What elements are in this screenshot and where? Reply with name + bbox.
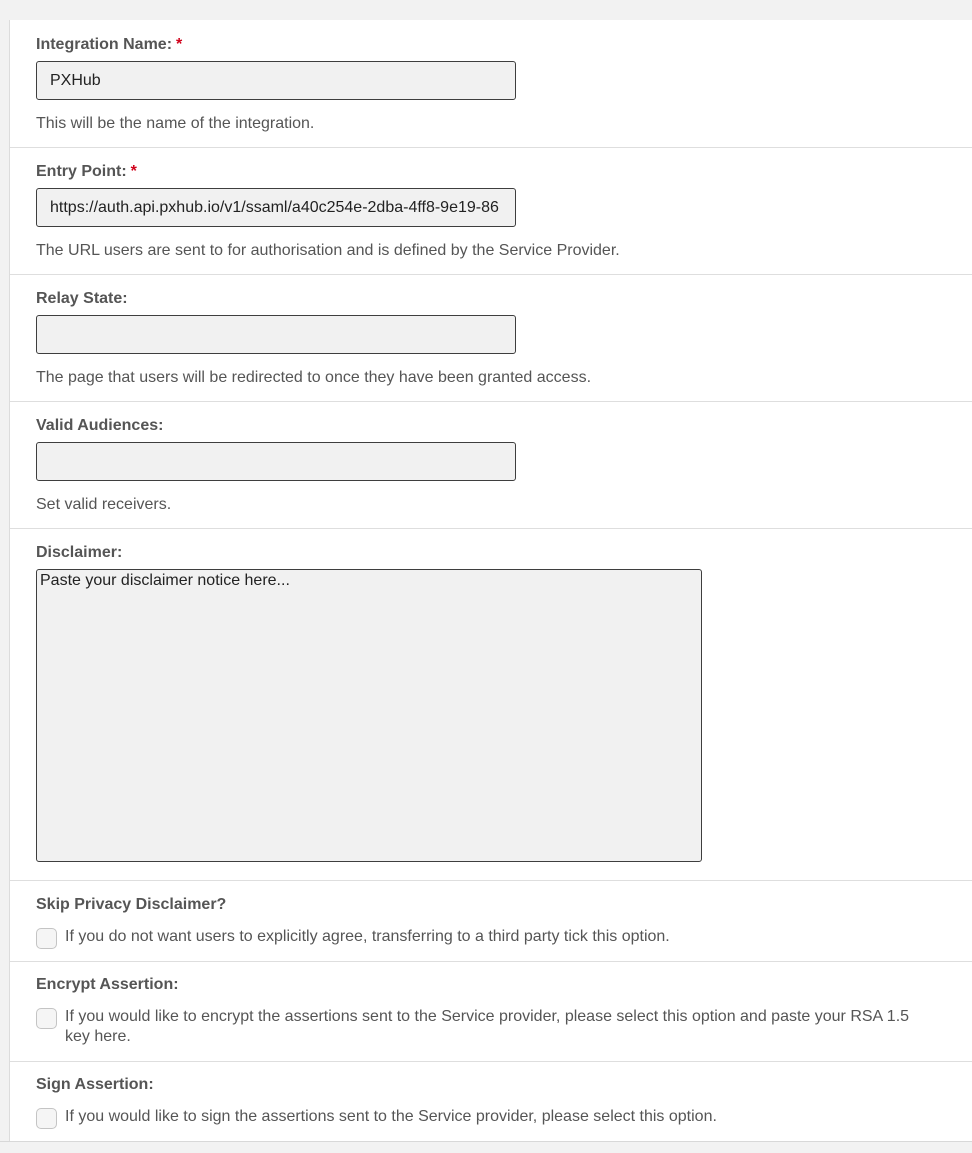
- valid-audiences-input[interactable]: [36, 442, 516, 481]
- required-asterisk: *: [130, 163, 137, 180]
- entry-point-label-text: Entry Point:: [36, 163, 127, 180]
- entry-point-label: [36, 163, 137, 181]
- entry-point-input[interactable]: https://auth.api.pxhub.io/v1/ssaml/a40c254e-2dba-4ff8-9e19-86: [36, 188, 516, 227]
- encrypt-assertion-checkbox[interactable]: [36, 1008, 57, 1029]
- integration-name-label: [36, 36, 182, 54]
- integration-name-input[interactable]: PXHub: [36, 61, 516, 100]
- relay-state-label: Relay State:: [36, 290, 128, 307]
- skip-privacy-text: If you do not want users to explicitly agree, transferring to a third party tick this option.: [65, 928, 670, 945]
- bottom-bar: [0, 1141, 972, 1153]
- integration-name-help: This will be the name of the integration.: [36, 115, 315, 132]
- disclaimer-textarea[interactable]: Paste your disclaimer notice here...: [36, 569, 702, 862]
- entry-point-help: The URL users are sent to for authorisation and is defined by the Service Provider.: [36, 242, 620, 259]
- left-gutter: [0, 0, 9, 1152]
- encrypt-assertion-text: If you would like to encrypt the assertions sent to the Service provider, please select this option and paste your RSA 1.5 key here.: [65, 1008, 910, 1045]
- relay-state-help: The page that users will be redirected to once they have been granted access.: [36, 369, 592, 386]
- skip-privacy-label: Skip Privacy Disclaimer?: [36, 896, 227, 913]
- required-asterisk: *: [176, 36, 183, 53]
- skip-privacy-row: [10, 881, 972, 962]
- sign-assertion-checkbox[interactable]: [36, 1108, 57, 1129]
- encrypt-assertion-label: Encrypt Assertion:: [36, 976, 179, 993]
- disclaimer-label: Disclaimer:: [36, 544, 123, 561]
- sign-assertion-label: Sign Assertion:: [36, 1076, 154, 1093]
- relay-state-input[interactable]: [36, 315, 516, 354]
- integration-name-label-text: Integration Name:: [36, 36, 173, 53]
- valid-audiences-help: Set valid receivers.: [36, 496, 172, 513]
- top-bar: [0, 0, 972, 21]
- skip-privacy-checkbox[interactable]: [36, 928, 57, 949]
- valid-audiences-label: Valid Audiences:: [36, 417, 164, 434]
- sign-assertion-text: If you would like to sign the assertions sent to the Service provider, please select this option.: [65, 1108, 717, 1125]
